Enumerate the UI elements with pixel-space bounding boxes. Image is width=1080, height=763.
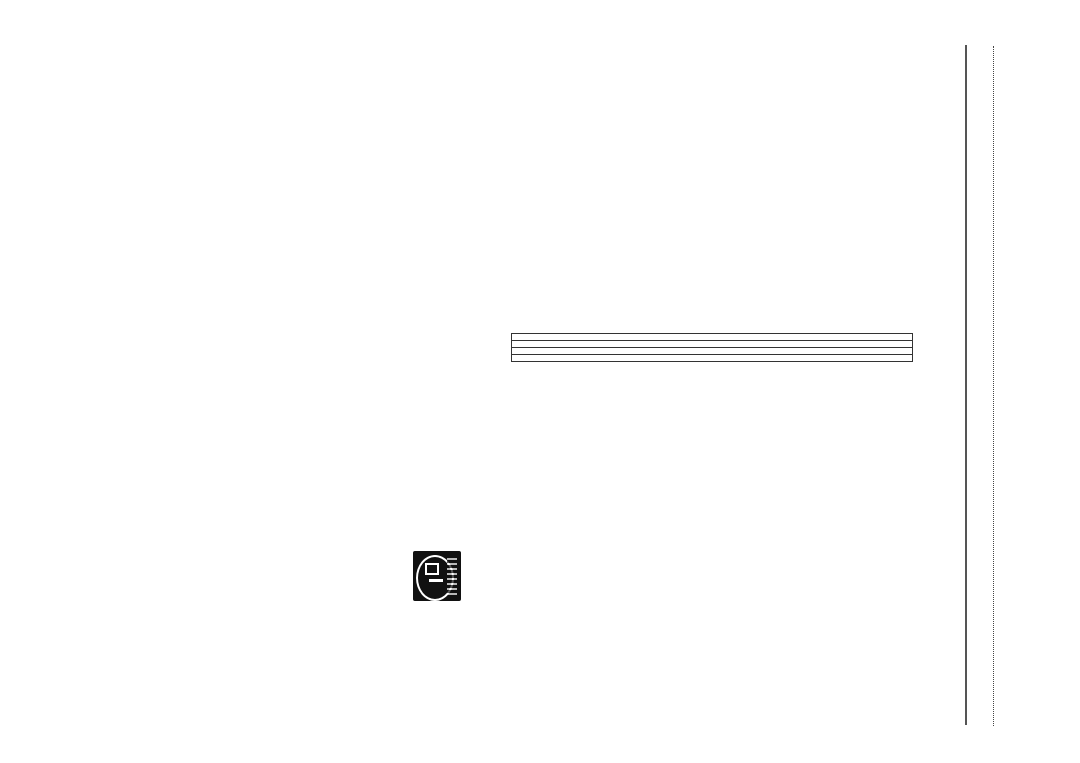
- quote-harry: [512, 341, 912, 348]
- paper-cutting-image: [413, 551, 461, 601]
- quote-andrew: [512, 348, 912, 355]
- quote-mandy: [512, 355, 912, 361]
- cut-line-dotted: [993, 46, 994, 726]
- quote-diana: [512, 334, 912, 341]
- reader-quotes-box: [511, 333, 913, 362]
- binding-line: [965, 45, 967, 725]
